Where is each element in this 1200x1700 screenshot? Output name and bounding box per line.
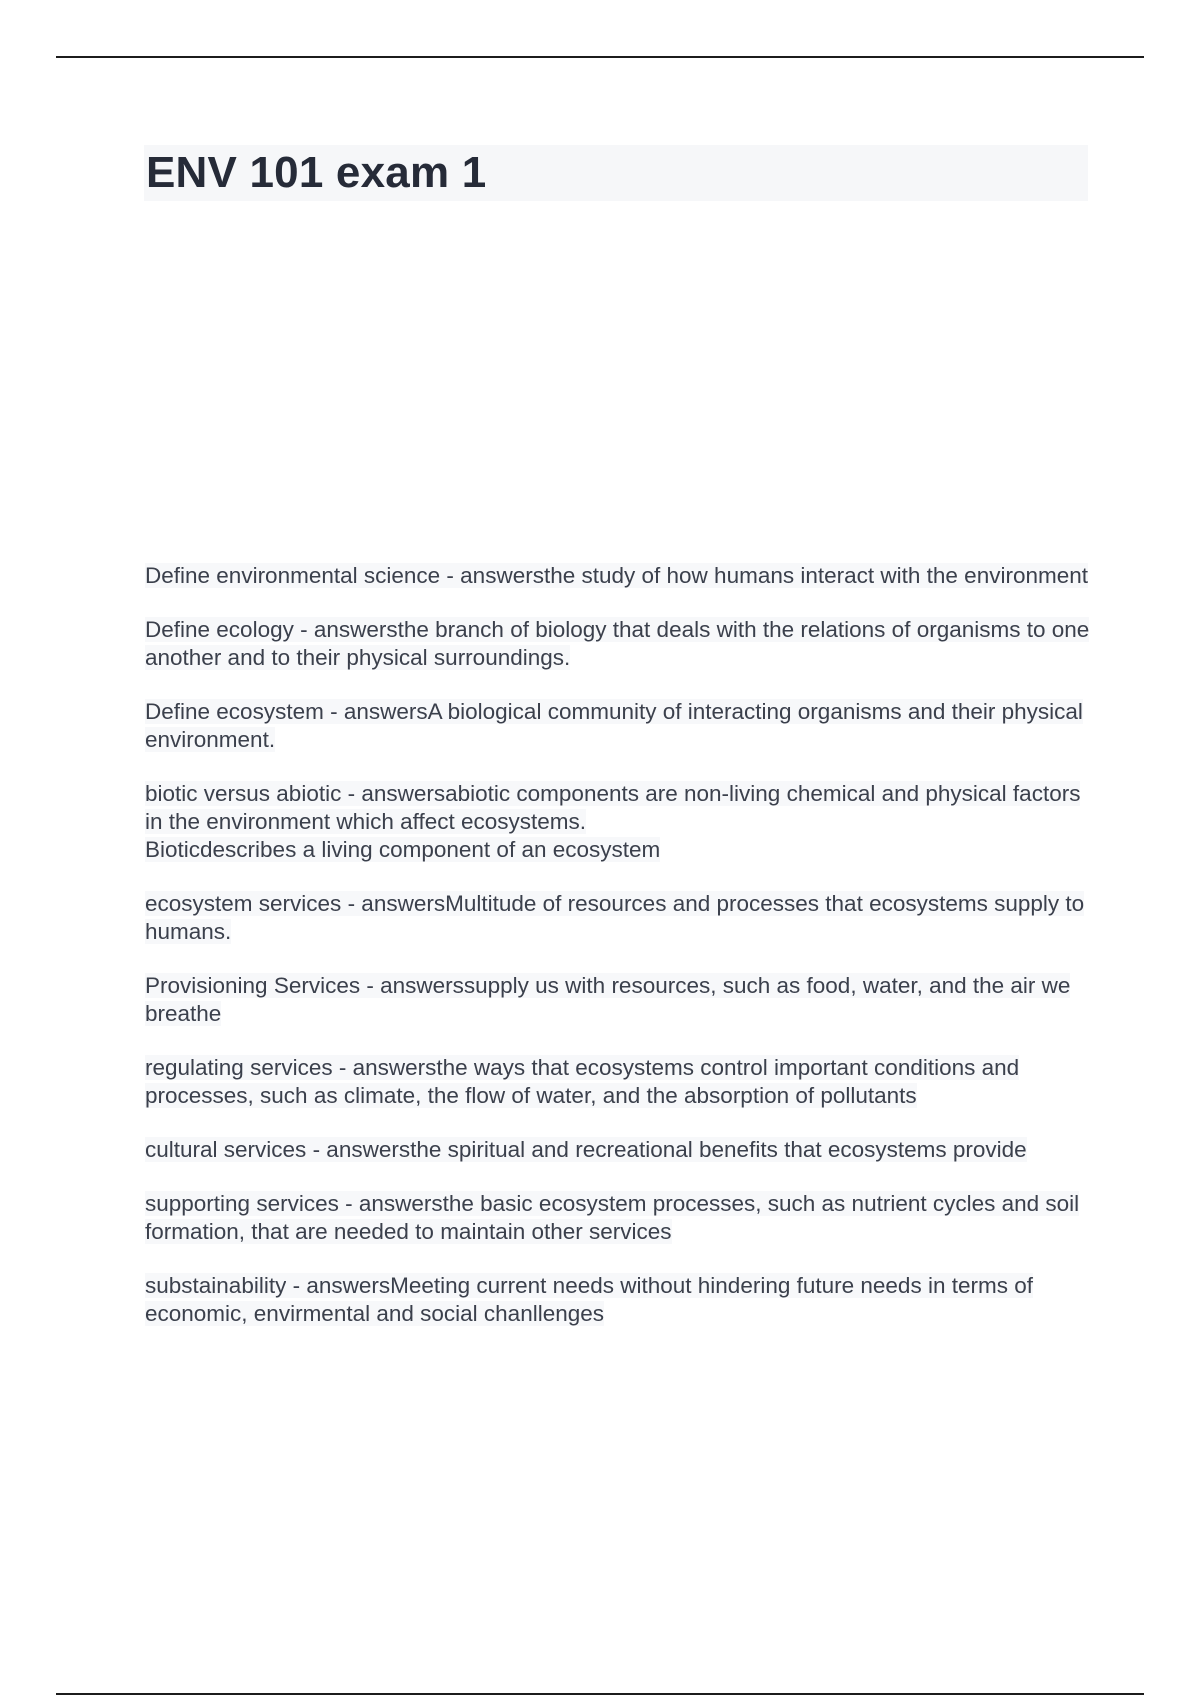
card-term: ecosystem services	[145, 891, 342, 916]
document-title: ENV 101 exam 1	[146, 148, 487, 197]
flashcard	[145, 1054, 1095, 1110]
card-answer: the study of how humans interact with the environment	[543, 563, 1088, 588]
card-answer: A biological community of interacting organisms and their physical environment.	[145, 699, 1083, 752]
card-answer: the basic ecosystem processes, such as nutrient cycles and soil formation, that are needed to maintain other services	[145, 1191, 1080, 1244]
card-separator: - answers	[440, 563, 544, 588]
flashcard-list	[145, 562, 1095, 1354]
top-rule	[56, 56, 1144, 58]
card-term: Define ecology	[145, 617, 294, 642]
flashcard	[145, 1136, 1095, 1164]
flashcard	[145, 562, 1095, 590]
card-term: cultural services	[145, 1137, 307, 1162]
card-separator: - answers	[286, 1273, 391, 1298]
card-term: Provisioning Services	[145, 973, 361, 998]
flashcard	[145, 972, 1095, 1028]
card-separator: - answers	[323, 699, 428, 724]
card-term: Define environmental science	[145, 563, 441, 588]
flashcard	[145, 890, 1095, 946]
flashcard	[145, 1272, 1095, 1328]
card-answer: Multitude of resources and processes that ecosystems supply to humans.	[145, 891, 1085, 944]
card-term: regulating services	[145, 1055, 333, 1080]
card-term: biotic versus abiotic	[145, 781, 342, 806]
card-answer: the spiritual and recreational benefits that ecosystems provide	[410, 1137, 1027, 1162]
card-term: supporting services	[145, 1191, 339, 1216]
card-answer: supply us with resources, such as food, water, and the air we breathe	[145, 973, 1071, 1026]
card-answer: the branch of biology that deals with the relations of organisms to one another and to their physical surroundings.	[145, 617, 1090, 670]
card-separator: - answers	[341, 891, 446, 916]
card-separator: - answers	[338, 1191, 443, 1216]
card-answer: the ways that ecosystems control important conditions and processes, such as climate, the flow of water, and the absorption of pollutants	[145, 1055, 1020, 1108]
card-separator: - answers	[332, 1055, 437, 1080]
card-term: substainability	[145, 1273, 287, 1298]
card-separator: - answers	[341, 781, 446, 806]
flashcard	[145, 698, 1095, 754]
bottom-rule	[56, 1693, 1144, 1695]
flashcard	[145, 616, 1095, 672]
card-separator: - answers	[306, 1137, 411, 1162]
card-separator: - answers	[293, 617, 398, 642]
card-answer: abiotic components are non-living chemical and physical factors in the environment which affect ecosystems. Bioticdescribes a living component of an ecosystem	[145, 781, 1081, 862]
flashcard	[145, 780, 1095, 864]
card-separator: - answers	[360, 973, 464, 998]
card-answer: Meeting current needs without hindering future needs in terms of economic, envirmental and social chanllenges	[145, 1273, 1033, 1326]
card-term: Define ecosystem	[145, 699, 324, 724]
flashcard	[145, 1190, 1095, 1246]
